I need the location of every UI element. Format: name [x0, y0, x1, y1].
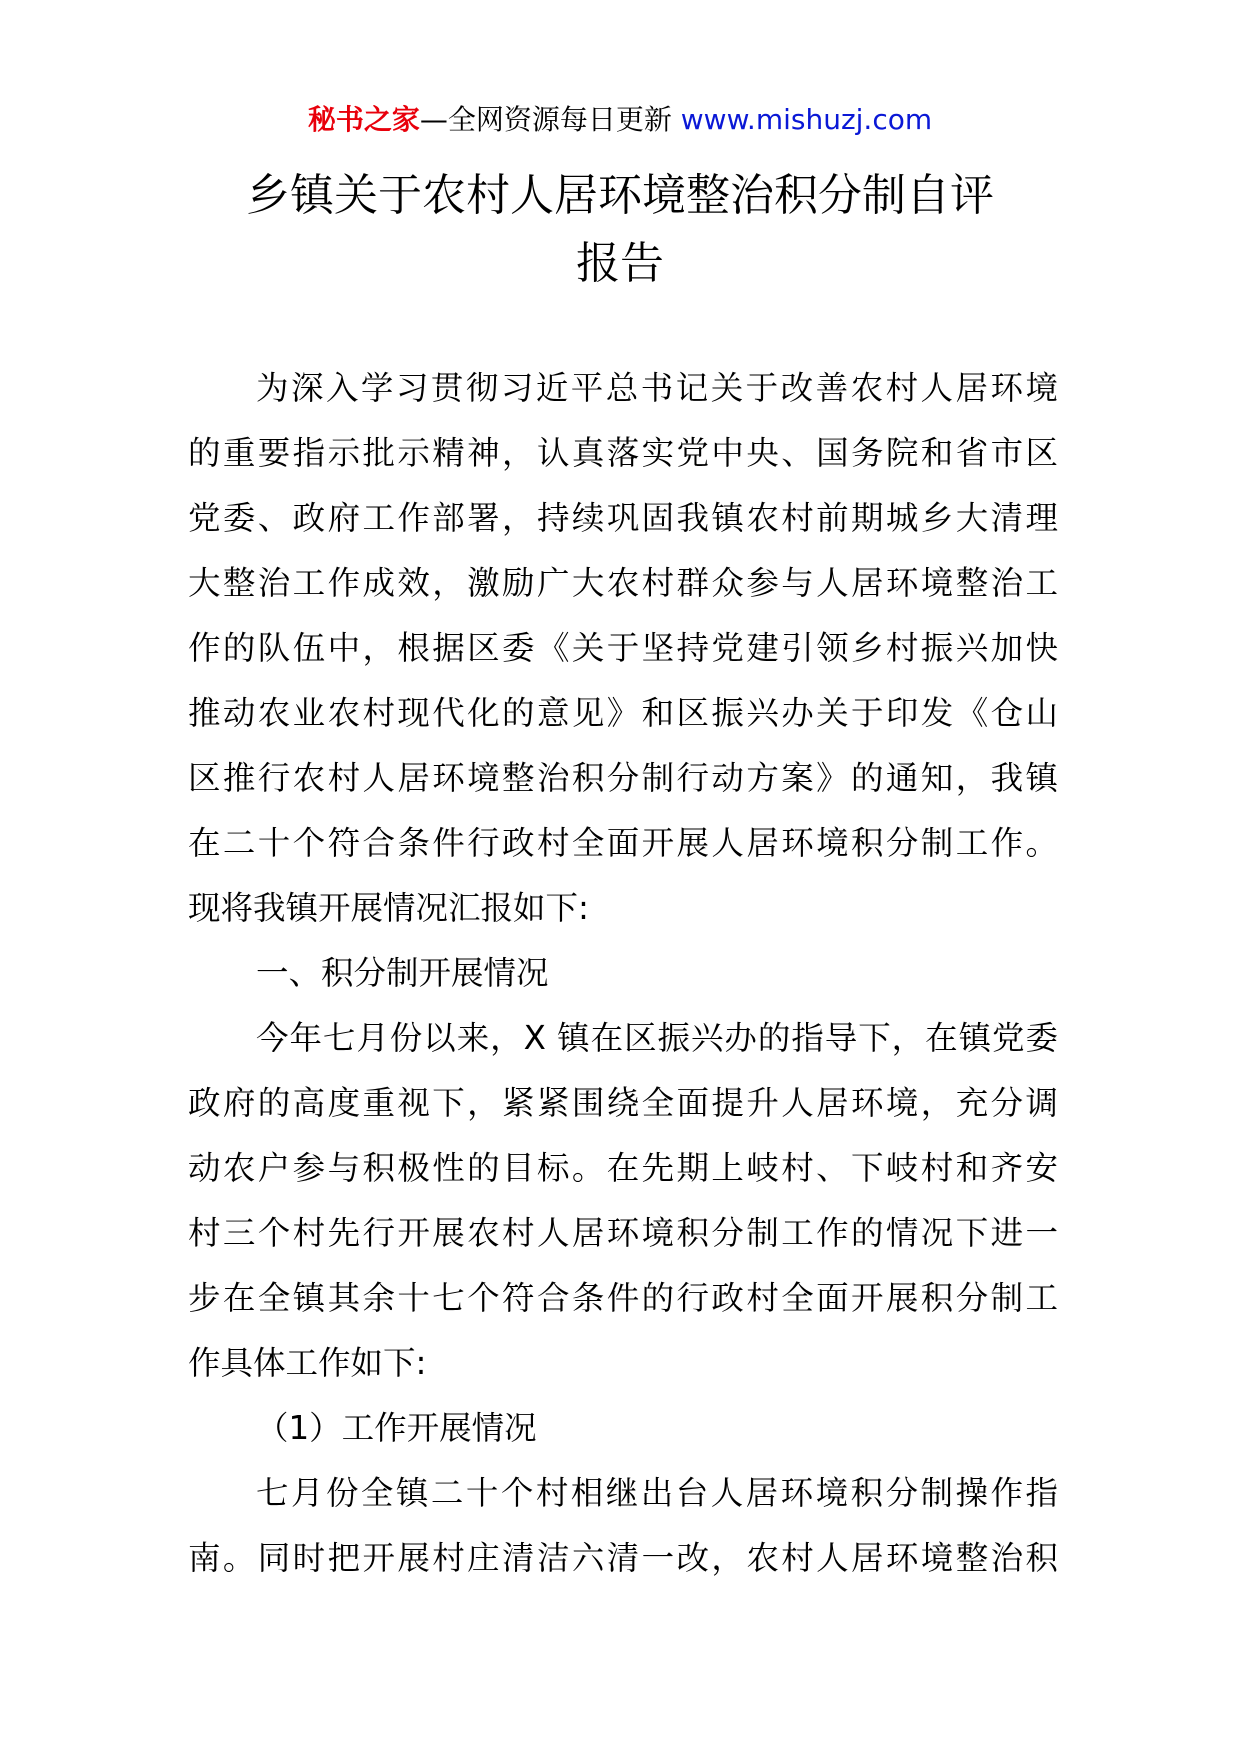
- paragraph-line: 今年七月份以来，X 镇在区振兴办的指导下，在镇党委: [256, 1019, 1058, 1057]
- document-title: [0, 162, 1240, 298]
- document-body: [188, 356, 1058, 1591]
- paragraph-line: 在二十个符合条件行政村全面开展人居环境积分制工作。: [188, 824, 1058, 862]
- paragraph-line: 党委、政府工作部署，持续巩固我镇农村前期城乡大清理: [188, 499, 1058, 537]
- header-tagline: —全网资源每日更新: [419, 103, 681, 136]
- paragraph-line: 作具体工作如下:: [188, 1344, 427, 1382]
- paragraph-line: 村三个村先行开展农村人居环境积分制工作的情况下进一: [188, 1214, 1058, 1252]
- paragraph-line: 推动农业农村现代化的意见》和区振兴办关于印发《仓山: [188, 694, 1058, 732]
- paragraph-line: 为深入学习贯彻习近平总书记关于改善农村人居环境: [256, 369, 1058, 407]
- title-line-1: 乡镇关于农村人居环境整治积分制自评: [246, 170, 994, 221]
- paragraph-line: 南。同时把开展村庄清洁六清一改，农村人居环境整治积: [188, 1539, 1058, 1577]
- paragraph-line: 作的队伍中，根据区委《关于坚持党建引领乡村振兴加快: [188, 629, 1058, 667]
- paragraph-line: 的重要指示批示精神，认真落实党中央、国务院和省市区: [188, 434, 1058, 472]
- title-line-2: 报告: [576, 238, 664, 289]
- paragraph-line: 大整治工作成效，激励广大农村群众参与人居环境整治工: [188, 564, 1058, 602]
- paragraph-line: 七月份全镇二十个村相继出台人居环境积分制操作指: [256, 1474, 1058, 1512]
- paragraph-line: 动农户参与积极性的目标。在先期上岐村、下岐村和齐安: [188, 1149, 1058, 1187]
- site-url-link[interactable]: www.mishuzj.com: [680, 103, 933, 136]
- section-heading: 一、积分制开展情况: [256, 954, 549, 992]
- paragraph-line: 区推行农村人居环境整治积分制行动方案》的通知，我镇: [188, 759, 1058, 797]
- subsection-heading: （1）工作开展情况: [256, 1409, 537, 1447]
- brand-name: 秘书之家: [307, 103, 420, 136]
- paragraph-line: 政府的高度重视下，紧紧围绕全面提升人居环境，充分调: [188, 1084, 1058, 1122]
- site-header: [0, 100, 1240, 140]
- paragraph-line: 现将我镇开展情况汇报如下:: [188, 889, 589, 927]
- paragraph-line: 步在全镇其余十七个符合条件的行政村全面开展积分制工: [188, 1279, 1058, 1317]
